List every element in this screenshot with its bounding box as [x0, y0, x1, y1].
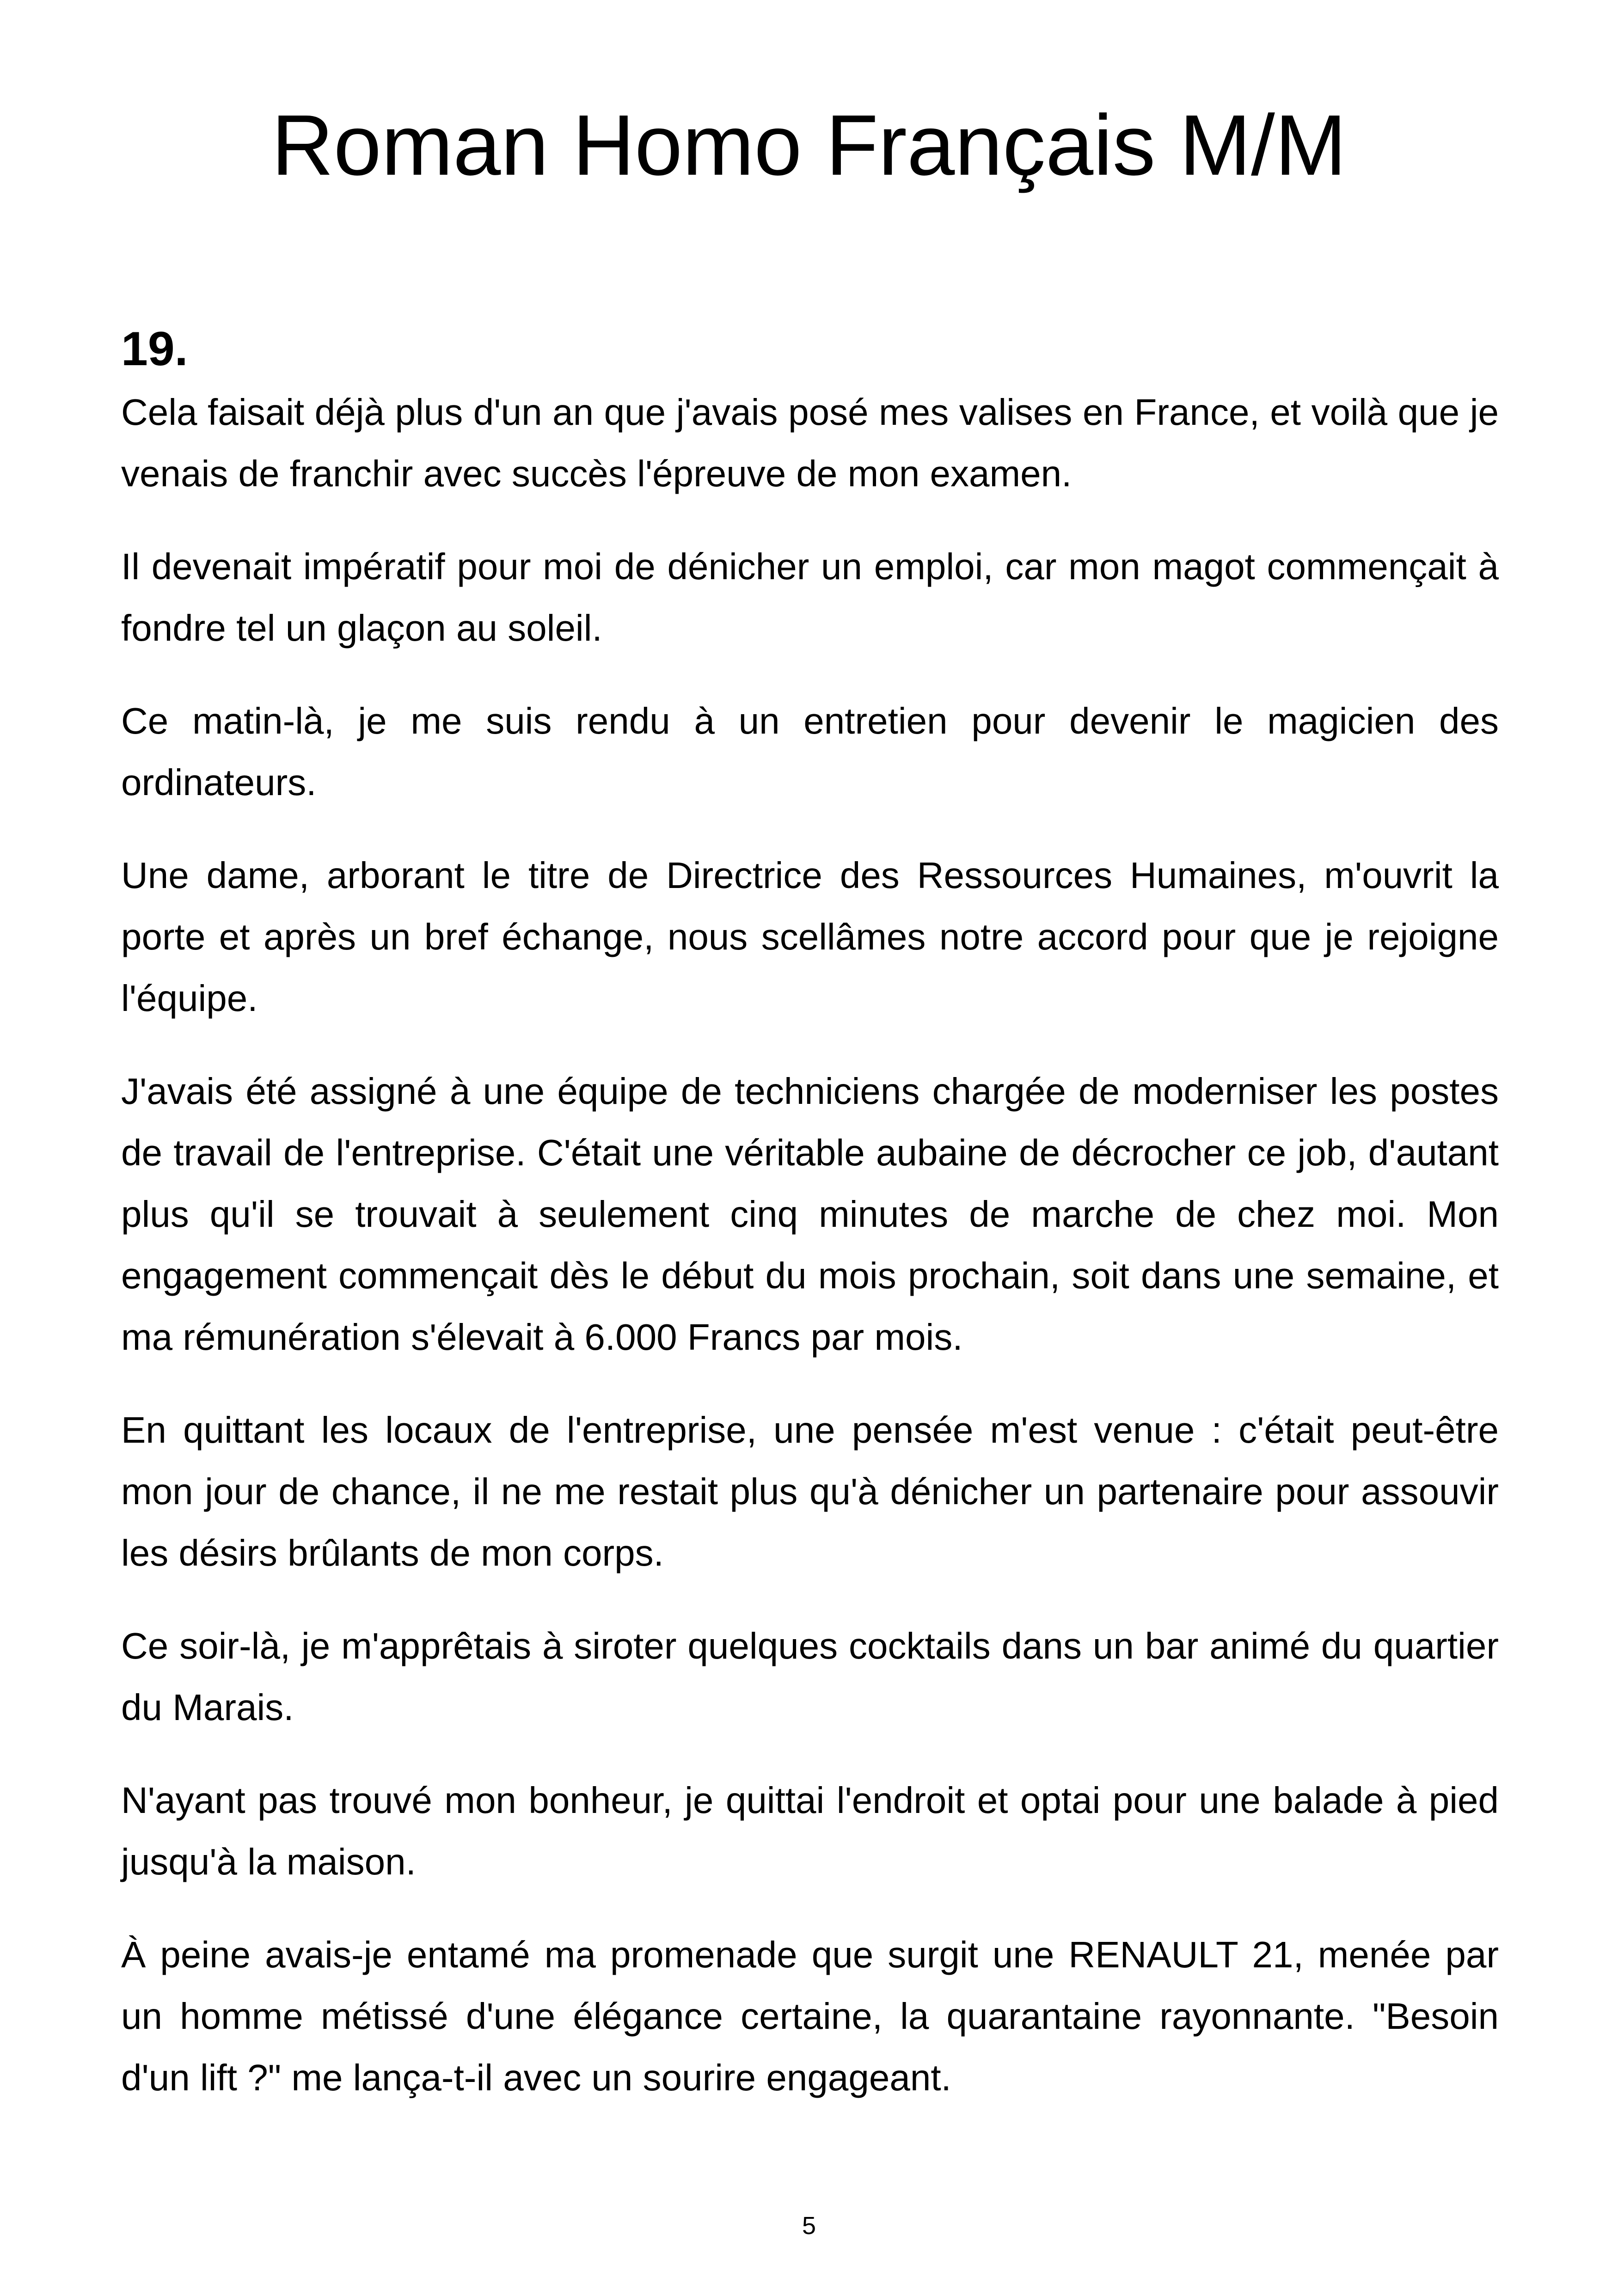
- paragraph: N'ayant pas trouvé mon bonheur, je quittai l'endroit et optai pour une balade à pied jusqu'à la maison.: [121, 1780, 1499, 1882]
- paragraph: Ce matin-là, je me suis rendu à un entretien pour devenir le magicien des ordinateurs.: [121, 700, 1499, 803]
- paragraph: En quittant les locaux de l'entreprise, une pensée m'est venue : c'était peut-être mon jour de chance, il ne me restait plus qu'à dénicher un partenaire pour assouvir les désirs brûlants de mon corps.: [121, 1409, 1499, 1574]
- paragraph: Cela faisait déjà plus d'un an que j'avais posé mes valises en France, et voilà que je venais de franchir avec succès l'épreuve de mon examen.: [121, 392, 1499, 494]
- body-text: [121, 381, 1499, 2140]
- chapter-number: 19.: [121, 322, 188, 376]
- page-number: 5: [802, 2212, 816, 2240]
- paragraph: Ce soir-là, je m'apprêtais à siroter quelques cocktails dans un bar animé du quartier du Marais.: [121, 1625, 1499, 1728]
- paragraph: J'avais été assigné à une équipe de techniciens chargée de moderniser les postes de travail de l'entreprise. C'était une véritable aubaine de décrocher ce job, d'autant plus qu'il se trouvait à seulement cinq minutes de marche de chez moi. Mon engagement commençait dès le début du mois prochain, soit dans une semaine, et ma rémunération s'élevait à 6.000 Francs par mois.: [121, 1071, 1499, 1358]
- book-title: Roman Homo Français M/M: [271, 98, 1347, 193]
- paragraph: Une dame, arborant le titre de Directrice des Ressources Humaines, m'ouvrit la porte et après un bref échange, nous scellâmes notre accord pour que je rejoigne l'équipe.: [121, 855, 1499, 1019]
- paragraph: Il devenait impératif pour moi de dénicher un emploi, car mon magot commençait à fondre tel un glaçon au soleil.: [121, 546, 1499, 649]
- paragraph: À peine avais-je entamé ma promenade que surgit une RENAULT 21, menée par un homme métissé d'une élégance certaine, la quarantaine rayonnante. "Besoin d'un lift ?" me lança-t-il avec un sourire engageant.: [121, 1934, 1499, 2098]
